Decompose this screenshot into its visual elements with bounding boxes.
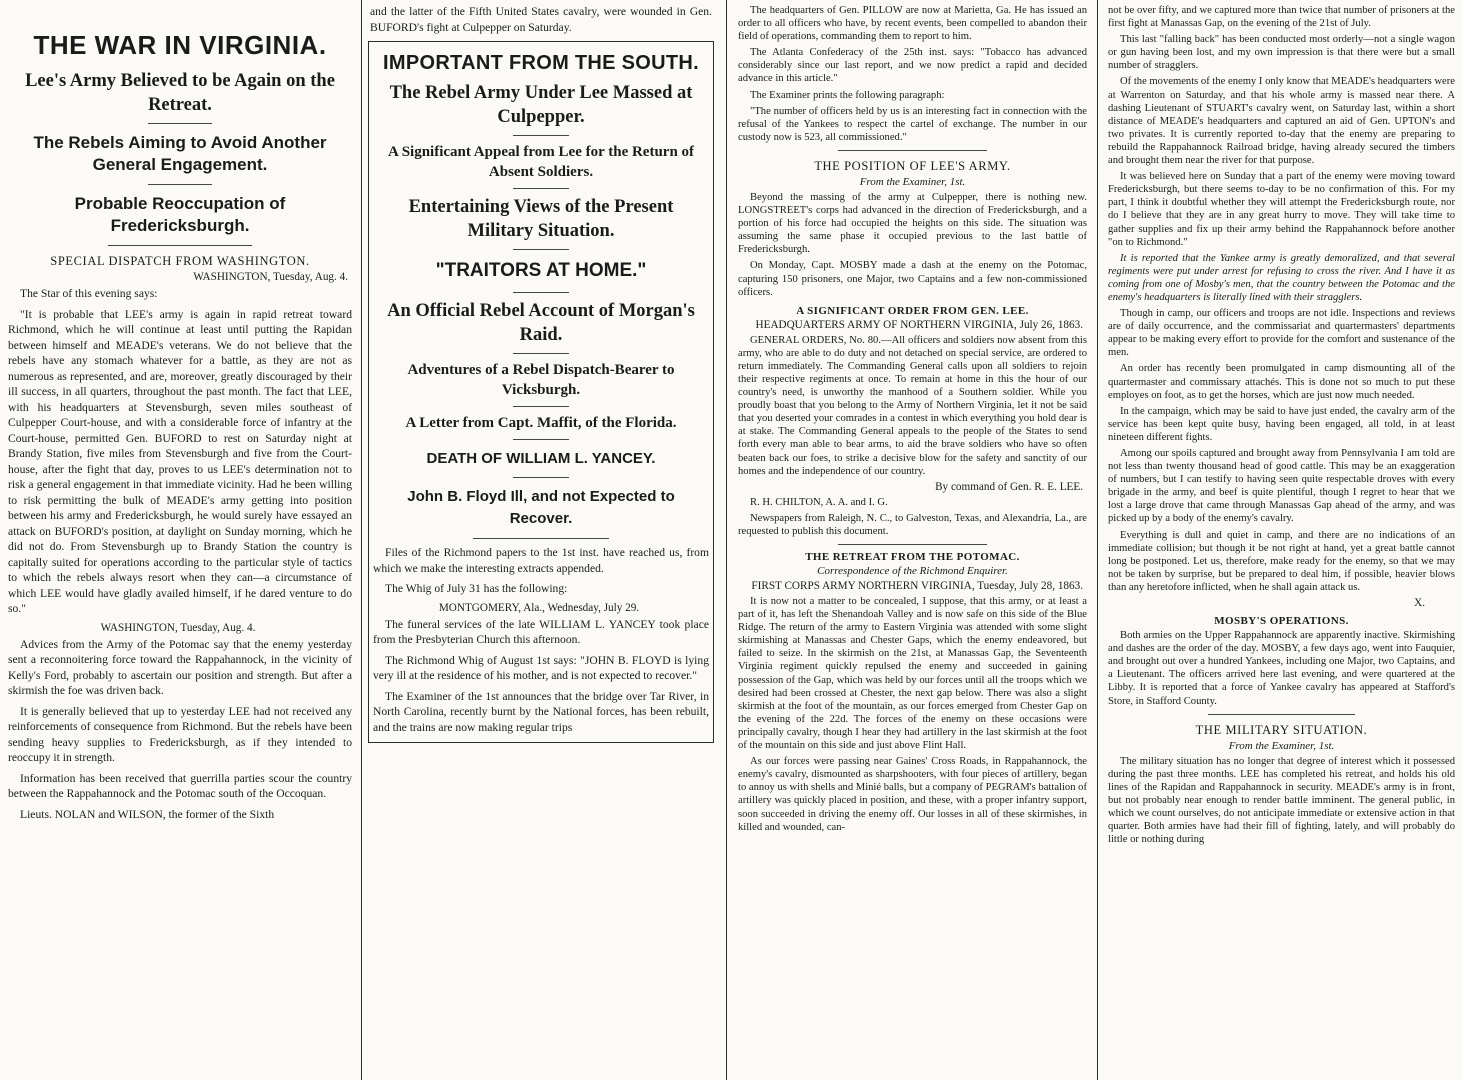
signature: R. H. CHILTON, A. A. and I. G. bbox=[750, 496, 888, 508]
separator bbox=[513, 353, 569, 354]
paragraph: An order has recently been promulgated in camp dismounting all of the quartermaster and commissary attachés. This is done not so much to put these employes on foot, as to get the horses, which are just now much needed. bbox=[1108, 363, 1455, 401]
paragraph: It is generally believed that up to yesterday LEE had not received any reinforcements of consequence from Richmond. But the rebels have been sending heavy supplies to Fredericksburgh, as if they intended to reoccupy it in strength. bbox=[8, 704, 352, 764]
deck-military-situation: Entertaining Views of the Present Military Situation. bbox=[408, 197, 674, 241]
dateline: MONTGOMERY, Ala., Wednesday, July 29. bbox=[438, 601, 640, 614]
column-3 bbox=[730, 0, 1095, 1080]
column-2 bbox=[362, 0, 720, 1080]
headquarters-line: HEADQUARTERS ARMY OF NORTHERN VIRGINIA, July 26, 1863. bbox=[755, 318, 1083, 331]
paragraph: The Examiner prints the following paragraph: bbox=[750, 89, 945, 101]
separator bbox=[838, 544, 987, 545]
paragraph: Lieuts. NOLAN and WILSON, the former of the Sixth bbox=[20, 807, 275, 821]
paragraph: Newspapers from Raleigh, N. C., to Galveston, Texas, and Alexandria, La., are requested to publish this document. bbox=[738, 512, 1087, 537]
paragraph: It was believed here on Sunday that a part of the enemy were moving toward Fredericksburgh, but there seems to-day to be no confirmation of this. For my part, I think it doubtful whether they will attempt the Fredericksburgh route, nor do I believe that they are in any great hurry to move. They will take time to gather supplies and fix up their army behind the Rappahannock before another "on to Richmond." bbox=[1108, 171, 1455, 248]
separator bbox=[513, 292, 569, 293]
separator bbox=[513, 188, 569, 189]
separator bbox=[513, 249, 569, 250]
dateline: WASHINGTON, Tuesday, Aug. 4. bbox=[193, 271, 348, 283]
separator bbox=[513, 477, 569, 478]
column-rule bbox=[1097, 0, 1098, 1080]
paragraph: Everything is dull and quiet in camp, and there are no indications of an immediate collision; but though it be not right at hand, yet a great battle cannot long be postponed. Let us, therefore, make ready for the enemy, so that we may not be taken by surprise, but be prepared to deal him, if possible, heavier blows than any heretofore inflicted, when he shall again attack us. bbox=[1108, 529, 1455, 593]
credit-line: Correspondence of the Richmond Enquirer. bbox=[817, 565, 1008, 577]
paragraph: Advices from the Army of the Potomac say that the enemy yesterday sent a reconnoitering force toward the Rappahannock, in the vicinity of Kelly's Ford, probably to ascertain our position and strength. But after a skirmish the foe was driven back. bbox=[8, 637, 352, 697]
paragraph: "It is probable that LEE's army is again in rapid retreat toward Richmond, which he will continue at least until putting the Rapidan between himself and MEADE's veterans. We do not believe that the rebels have any stomach whatever for a battle, as they are not as numerous as represented, and are, moreover, greatly discouraged by their ill success, in all quarters, throughout the past month. The fact that LEE, with his headquarters at Stevensburgh, seven miles southeast of Culpepper Court-house, and with a considerable force of infantry at the Court-house, permitted Gen. BUFORD to rest on Saturday night at Brandy Station, five miles from Stevensburgh and five from the Court-house, after the fight that day, proves to us LEE's determination not to risk a general engagement in that immediate vicinity. Had he been willing to risk permitting the bulk of MEADE's army getting into position between his army and Fredericksburgh, he would surely have essayed an attack on BUFORD's position, at daylight on Sunday morning, which he did not do. From Stevensburgh up to Brandy Station the country is capitally suited for operations according to the particular style of tactics to which the rebels always resort when they can—a circumstance of which LEE would have gladly availed himself, if he dared venture to do so." bbox=[8, 307, 352, 615]
paragraph: The headquarters of Gen. PILLOW are now at Marietta, Ga. He has issued an order to all officers who have, by recent events, been compelled to abandon their field of operations, commanding them to report to him. bbox=[738, 5, 1087, 43]
paragraph: The Richmond Whig of August 1st says: "JOHN B. FLOYD is lying very ill at the residence of his mother, and is not expected to recover." bbox=[373, 653, 709, 682]
headline-box bbox=[368, 41, 714, 743]
deck-appeal-from-lee: A Significant Appeal from Lee for the Return of Absent Soldiers. bbox=[387, 144, 695, 180]
separator bbox=[838, 150, 987, 151]
heading-mosbys-operations: MOSBY'S OPERATIONS. bbox=[1214, 615, 1349, 628]
paragraph: Files of the Richmond papers to the 1st inst. have reached us, from which we make the interesting extracts appended. bbox=[373, 546, 709, 575]
paragraph: not be over fifty, and we captured more than twice that number of prisoners at the first fight at Manassas Gap, on the evening of the 21st of July. bbox=[1108, 5, 1455, 30]
deck-rebel-army-culpepper: The Rebel Army Under Lee Massed at Culpepper. bbox=[389, 83, 693, 127]
paragraph: Information has been received that guerrilla parties scour the country between the Rappahannock and the Potomac south of the Occoquan. bbox=[8, 771, 352, 800]
column-rule bbox=[726, 0, 727, 1080]
paragraph: "The number of officers held by us is an interesting fact in connection with the refusal of the Yankees to respect the cartel of exchange. The number in our custody now is 523, all commissioned." bbox=[738, 105, 1087, 143]
paragraph: Of the movements of the enemy I only know that MEADE's headquarters were at Warrenton on Saturday, and that his whole army is massed near there. A dashing Lieutenant of STUART's cavalry went, on Saturday last, within a short distance of MEADE's headquarters and captured an aid of Gen. UPTON's and two privates. It is currently reported to-day that the enemy are preparing to rebuild the Rappahannock Railroad bridge, having already secured the timbers and brought them near the river for that purpose. bbox=[1108, 76, 1455, 167]
separator bbox=[148, 123, 212, 124]
heading-retreat-from-potomac: THE RETREAT FROM THE POTOMAC. bbox=[805, 551, 1020, 563]
deck-morgans-raid: An Official Rebel Account of Morgan's Raid. bbox=[387, 301, 695, 345]
column-4 bbox=[1100, 0, 1463, 1080]
paragraph: Both armies on the Upper Rappahannock are apparently inactive. Skirmishing and dashes are the order of the day. MOSBY, a few days ago, went into Fauquier, and brought out over a hundred Yankees, including one Major, two Captains, and a Lieutenant. The officers arrived here last evening, and were quartered at the Libby. It is reported that a force of Yankee cavalry has appeared at Stafford's Store, in Stafford County. bbox=[1108, 630, 1455, 707]
paragraph: The Atlanta Confederacy of the 25th inst. says: "Tobacco has advanced considerably since our last report, and we now predict a rapid and decided advance in this article." bbox=[738, 47, 1087, 85]
paragraph: It is reported that the Yankee army is greatly demoralized, and that several regiments were put under arrest for refusing to cross the river. And I have it as coming from one of Mosby's men, that the country between the Potomac and the enemy's headquarters is literally lined with their stragglers. bbox=[1108, 252, 1455, 303]
signature: X. bbox=[1414, 597, 1425, 610]
heading-significant-order: A SIGNIFICANT ORDER FROM GEN. LEE. bbox=[796, 304, 1029, 317]
paragraph: Among our spoils captured and brought away from Pennsylvania I am told are not less than twenty thousand head of good cattle. This may be an exaggeration of numbers, but I can testify to having seen quite respectable droves with every brigade in the army, and beef is quite plentiful, though I regret to hear that we lost a large drove that came through Manassas Gap ahead of the army, and was picked up by a body of the enemy's cavalry. bbox=[1108, 448, 1455, 525]
separator bbox=[1208, 714, 1355, 715]
credit-line: From the Examiner, 1st. bbox=[1228, 739, 1335, 752]
column-1 bbox=[0, 0, 360, 1080]
paragraph: Beyond the massing of the army at Culpepper, there is nothing new. LONGSTREET's corps had advanced in the direction of Fredericksburgh, and a portion of his force had occupied the heights on this side. The situation was assuming the same phase it occupied previous to the last battle of Fredericksburgh. bbox=[738, 191, 1087, 256]
special-dispatch-heading: SPECIAL DISPATCH FROM WASHINGTON. bbox=[50, 254, 310, 268]
credit-line: From the Examiner, 1st. bbox=[859, 175, 966, 188]
separator bbox=[473, 538, 609, 539]
paragraph: As our forces were passing near Gaines' Cross Roads, in Rappahannock, the enemy's cavalry, dismounted as sharpshooters, with four pieces of artillery, began to annoy us with shells and Minié balls, but a company of PEGRAM's battalion of artillery was quickly placed in position, and these, with a proper infantry support, soon succeeded in driving the enemy off. Our losses in all of these skirmishes, in killed and wounded, can- bbox=[738, 756, 1087, 833]
heading-military-situation: THE MILITARY SITUATION. bbox=[1195, 722, 1368, 737]
paragraph: It is now not a matter to be concealed, I suppose, that this army, or at least a part of it, has left the Shenandoah Valley and is now safe on this side of the Blue Ridge. The return of the army to Eastern Virginia was attended with some slight skirmishing at Manassas and Chester Gaps, which the enemy endeavored, but failed to seize. In the skirmish on the 21st, at Manassas Gap, the Seventeenth Virginia regiment quickly repulsed the enemy and succeeded in gaining possession of the Gap, which was held by our forces until all the troops which we desired had been crossed at Chester, the next gap below. There was also a slight skirmish at the foot of the mountain, as our forces emerged from Chester Gap on the evening of the 22d. The forces of the enemy on these occasions were principally cavalry, though I hear they had artillery in the last skirmish at the foot of the mountain on this side and just above Flint Hall. bbox=[738, 596, 1087, 752]
separator bbox=[108, 245, 252, 246]
paragraph: The Star of this evening says: bbox=[20, 287, 158, 300]
paragraph: The funeral services of the late WILLIAM L. YANCEY took place from the Presbyterian Church this afternoon. bbox=[373, 617, 709, 646]
headline-important-from-south: IMPORTANT FROM THE SOUTH. bbox=[383, 52, 699, 74]
deck-dispatch-bearer: Adventures of a Rebel Dispatch-Bearer to Vicksburgh. bbox=[407, 362, 675, 398]
separator bbox=[513, 406, 569, 407]
dateline: WASHINGTON, Tuesday, Aug. 4. bbox=[100, 621, 256, 634]
paragraph: The Examiner of the 1st announces that the bridge over Tar River, in North Carolina, recently burnt by the National forces, has been rebuilt, and the trains are now making regular trips bbox=[373, 689, 709, 734]
paragraph: The Whig of July 31 has the following: bbox=[385, 582, 568, 595]
deck-reoccupation-fredericksburgh: Probable Reoccupation of Fredericksburgh. bbox=[74, 194, 286, 235]
paragraph: The military situation has no longer that degree of interest which it possessed during the past three months. LEE has completed his retreat, and holds his old lines of the Rapidan and Rappahannock in security. MEADE's army is in front, but not probably near enough to render battle imminent. The general public, in which we count ourselves, do not anticipate immediate or extensive action in that quarter. Both armies have had their fill of fighting, lately, and will probably do little or nothing during bbox=[1108, 755, 1455, 846]
paragraph: and the latter of the Fifth United States cavalry, were wounded in Gen. BUFORD's fight at Culpepper on Saturday. bbox=[370, 5, 712, 34]
paragraph: On Monday, Capt. MOSBY made a dash at the enemy on the Potomac, capturing 150 prisoners, one Major, two Captains and a few non-commissioned officers. bbox=[738, 260, 1087, 298]
heading-position-of-lees-army: THE POSITION OF LEE'S ARMY. bbox=[814, 158, 1011, 173]
paragraph: GENERAL ORDERS, No. 80.—All officers and soldiers now absent from this army, who are able to do duty and not detached on special service, are ordered to return immediately. The Commanding General calls upon all soldiers to rejoin their respective regiments at once. To remain at home in this the hour of our country's need, is unworthy the manhood of a Southern soldier. While you proudly boast that you belong to the Army of Northern Virginia, let it not be said that you deserted your comrades in a contest in which everything you hold dear is at stake. The Commanding General appeals to the people of the States to send forth every man able to bear arms, to aid the brave soldiers who have so often beaten back our foes, to strike a decisive blow for the safety and sanctity of our homes and the independence of our country. bbox=[738, 334, 1087, 477]
paragraph: This last "falling back" has been conducted most orderly—not a single wagon or gun having been lost, and my own impression is that there were but a small number of stragglers. bbox=[1108, 34, 1455, 72]
headline-war-in-virginia: THE WAR IN VIRGINIA. bbox=[33, 30, 327, 60]
deck-floyd-ill: John B. Floyd Ill, and not Expected to Recover. bbox=[407, 488, 675, 527]
deck-lees-army-retreat: Lee's Army Believed to be Again on the Retreat. bbox=[25, 71, 335, 115]
separator bbox=[513, 439, 569, 440]
paragraph: Though in camp, our officers and troops are not idle. Inspections and reviews are of daily occurrence, and the commissariat and quartermasters' departments appear to be making every effort to provide for the comfort and sustenance of the men. bbox=[1108, 308, 1455, 359]
signature-line: By command of Gen. R. E. LEE. bbox=[935, 480, 1083, 493]
deck-traitors-at-home: "TRAITORS AT HOME." bbox=[435, 260, 647, 281]
deck-letter-capt-maffit: A Letter from Capt. Maffit, of the Florida. bbox=[405, 415, 677, 431]
separator bbox=[513, 135, 569, 136]
headquarters-line: FIRST CORPS ARMY NORTHERN VIRGINIA, Tuesday, July 28, 1863. bbox=[751, 580, 1083, 592]
deck-death-of-yancey: DEATH OF WILLIAM L. YANCEY. bbox=[426, 450, 656, 467]
paragraph: In the campaign, which may be said to have just ended, the cavalry arm of the service has been kept quite busy, having been engaged, all told, in at least nineteen different fights. bbox=[1108, 405, 1455, 443]
deck-rebels-avoid-engagement: The Rebels Aiming to Avoid Another General Engagement. bbox=[33, 133, 327, 174]
separator bbox=[148, 184, 212, 185]
